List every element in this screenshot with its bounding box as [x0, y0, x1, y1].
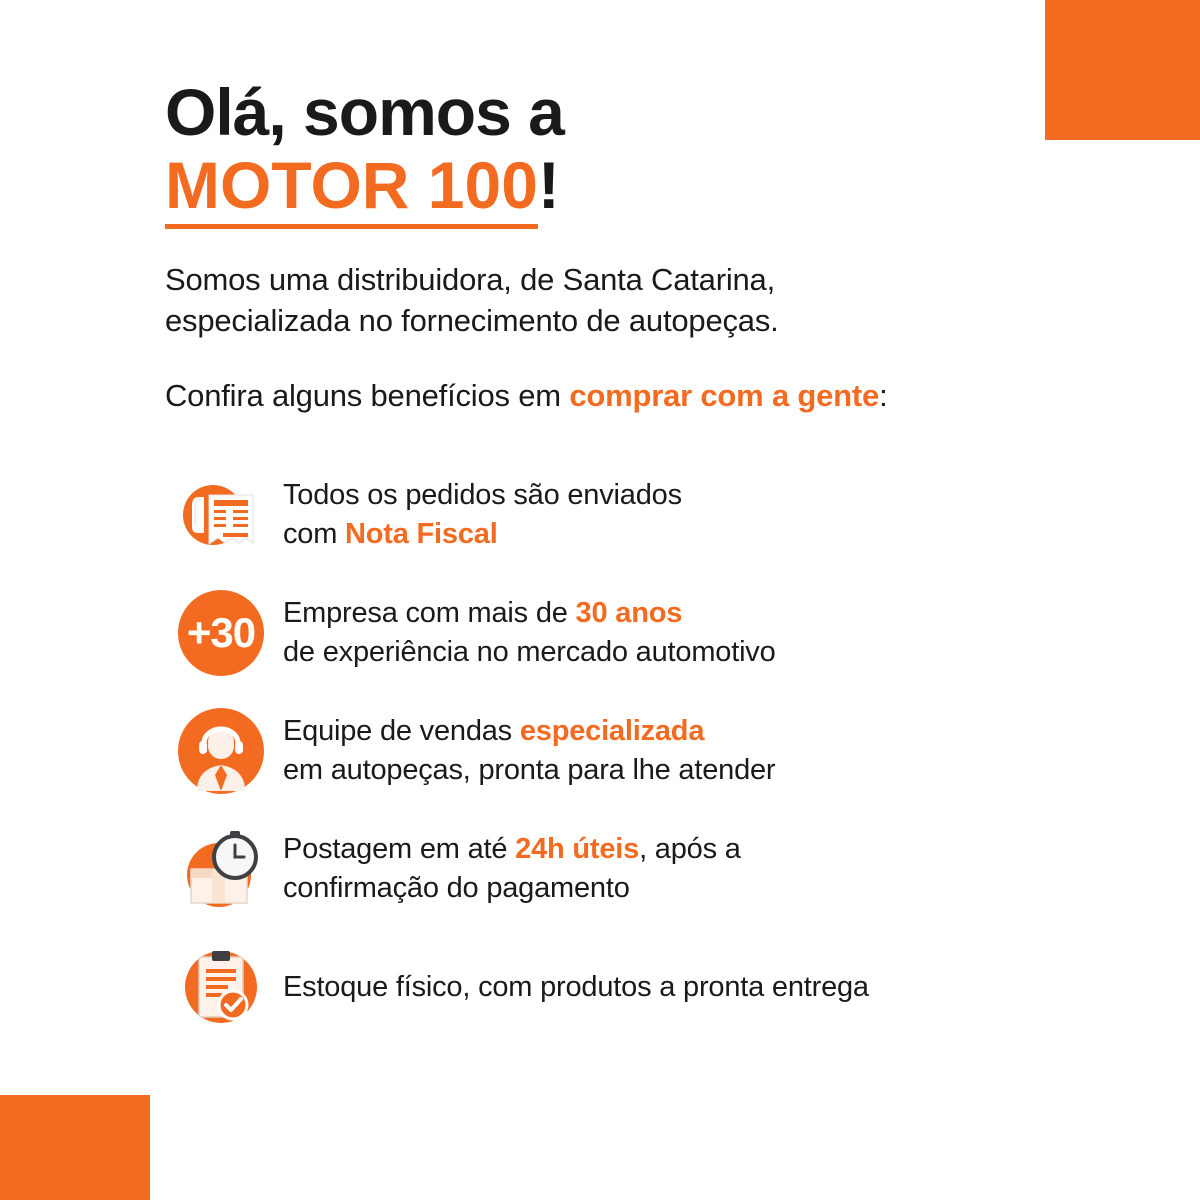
plus-thirty-badge-icon: [165, 590, 277, 676]
list-item-text: [277, 712, 775, 789]
list-item-text: [277, 830, 741, 907]
intro-paragraph: [165, 259, 1095, 342]
benefits-lead-in-highlight: comprar com a gente: [569, 377, 880, 413]
benefit-3-highlight: especializada: [519, 715, 705, 748]
list-item: [165, 692, 1095, 810]
list-item-text: [277, 476, 682, 553]
benefit-2-highlight: 30 anos: [575, 597, 683, 630]
list-item: [165, 810, 1095, 928]
brand-name: MOTOR 100: [165, 148, 538, 229]
list-item-text: [277, 968, 869, 1006]
badge-circle: [178, 590, 264, 676]
benefit-2-line-1-before: Empresa com mais de: [283, 597, 576, 630]
list-item: [165, 456, 1095, 574]
intro-line-1: Somos uma distribuidora, de Santa Catarina,: [165, 261, 776, 297]
decorative-block-bottom-left: [0, 1095, 150, 1200]
clipboard-check-icon: [165, 937, 277, 1037]
benefit-1-highlight: Nota Fiscal: [345, 517, 498, 550]
benefit-5-line-1: Estoque físico, com produtos a pronta entrega: [283, 970, 869, 1003]
box-stopwatch-icon: [165, 817, 277, 921]
list-item: [165, 574, 1095, 692]
benefit-2-line-2: de experiência no mercado automotivo: [283, 635, 776, 668]
benefits-lead-in-after: :: [879, 377, 888, 413]
benefit-1-line-2-before: com: [283, 517, 346, 550]
brand-exclamation: !: [537, 148, 560, 223]
badge-value: +30: [186, 608, 256, 656]
benefit-3-line-1-before: Equipe de vendas: [283, 715, 520, 748]
receipt-icon: [165, 465, 277, 565]
benefit-3-line-2: em autopeças, pronta para lhe atender: [283, 753, 776, 786]
intro-line-2: especializada no fornecimento de autopeças.: [165, 303, 779, 339]
list-item: [165, 928, 1095, 1046]
list-item-text: [277, 594, 776, 671]
benefits-lead-in: [165, 378, 1095, 414]
content-area: [165, 75, 1095, 1046]
benefits-list: [165, 456, 1095, 1046]
benefit-4-line-1-before: Postagem em até: [283, 833, 516, 866]
benefits-lead-in-before: Confira alguns benefícios em: [165, 377, 570, 413]
page-title: Olá, somos a: [165, 75, 564, 149]
benefit-4-line-1-after: , após a: [639, 833, 741, 866]
benefit-1-line-1: Todos os pedidos são enviados: [283, 479, 682, 512]
headset-agent-icon: [165, 703, 277, 799]
benefit-4-line-2: confirmação do pagamento: [283, 871, 630, 904]
brand-title-line: [165, 148, 560, 223]
benefit-4-highlight: 24h úteis: [515, 833, 640, 866]
